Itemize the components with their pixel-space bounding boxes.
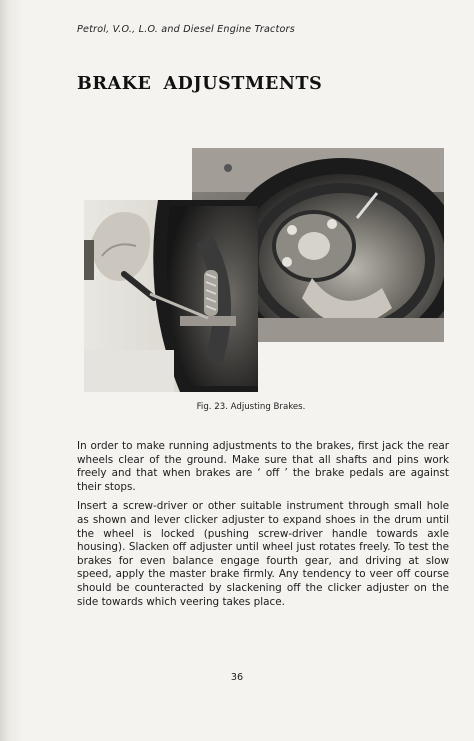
section-title-word-2: ADJUSTMENTS [163,74,323,94]
figure-caption-text: Fig. 23. Adjusting Brakes. [196,402,306,412]
paragraph-1: In order to make running adjustments to the brakes, first jack the rear wheels clear of the ground. Make sure that all shafts and pins work freely and that when brakes are ‘ off ’ the brake pedals are against their stops. [77,440,449,493]
scan-margin-shadow [0,0,24,741]
section-title-word-1: BRAKE [77,74,152,94]
paragraph-2: Insert a screw-driver or other suitable instrument through small hole as shown and lever clicker adjuster to expand shoes in the drum until the wheel is locked (pushing screw-driver handle towards axle housing). Slacken off adjuster until wheel just rotates freely. To test the brakes for even balance engage fourth gear, and driving at slow speed, apply the master brake firmly. Any tendency to veer off course should be counteracted by slackening off the clicker adjuster on the side towards which veering takes place. [77,500,449,608]
section-title [77,74,322,94]
figure-caption [0,402,474,412]
screwdriver-adjusting-photo [84,200,258,392]
body-text [77,440,449,615]
running-head: Petrol, V.O., L.O. and Diesel Engine Tractors [77,24,295,35]
page-number: 36 [230,672,244,683]
